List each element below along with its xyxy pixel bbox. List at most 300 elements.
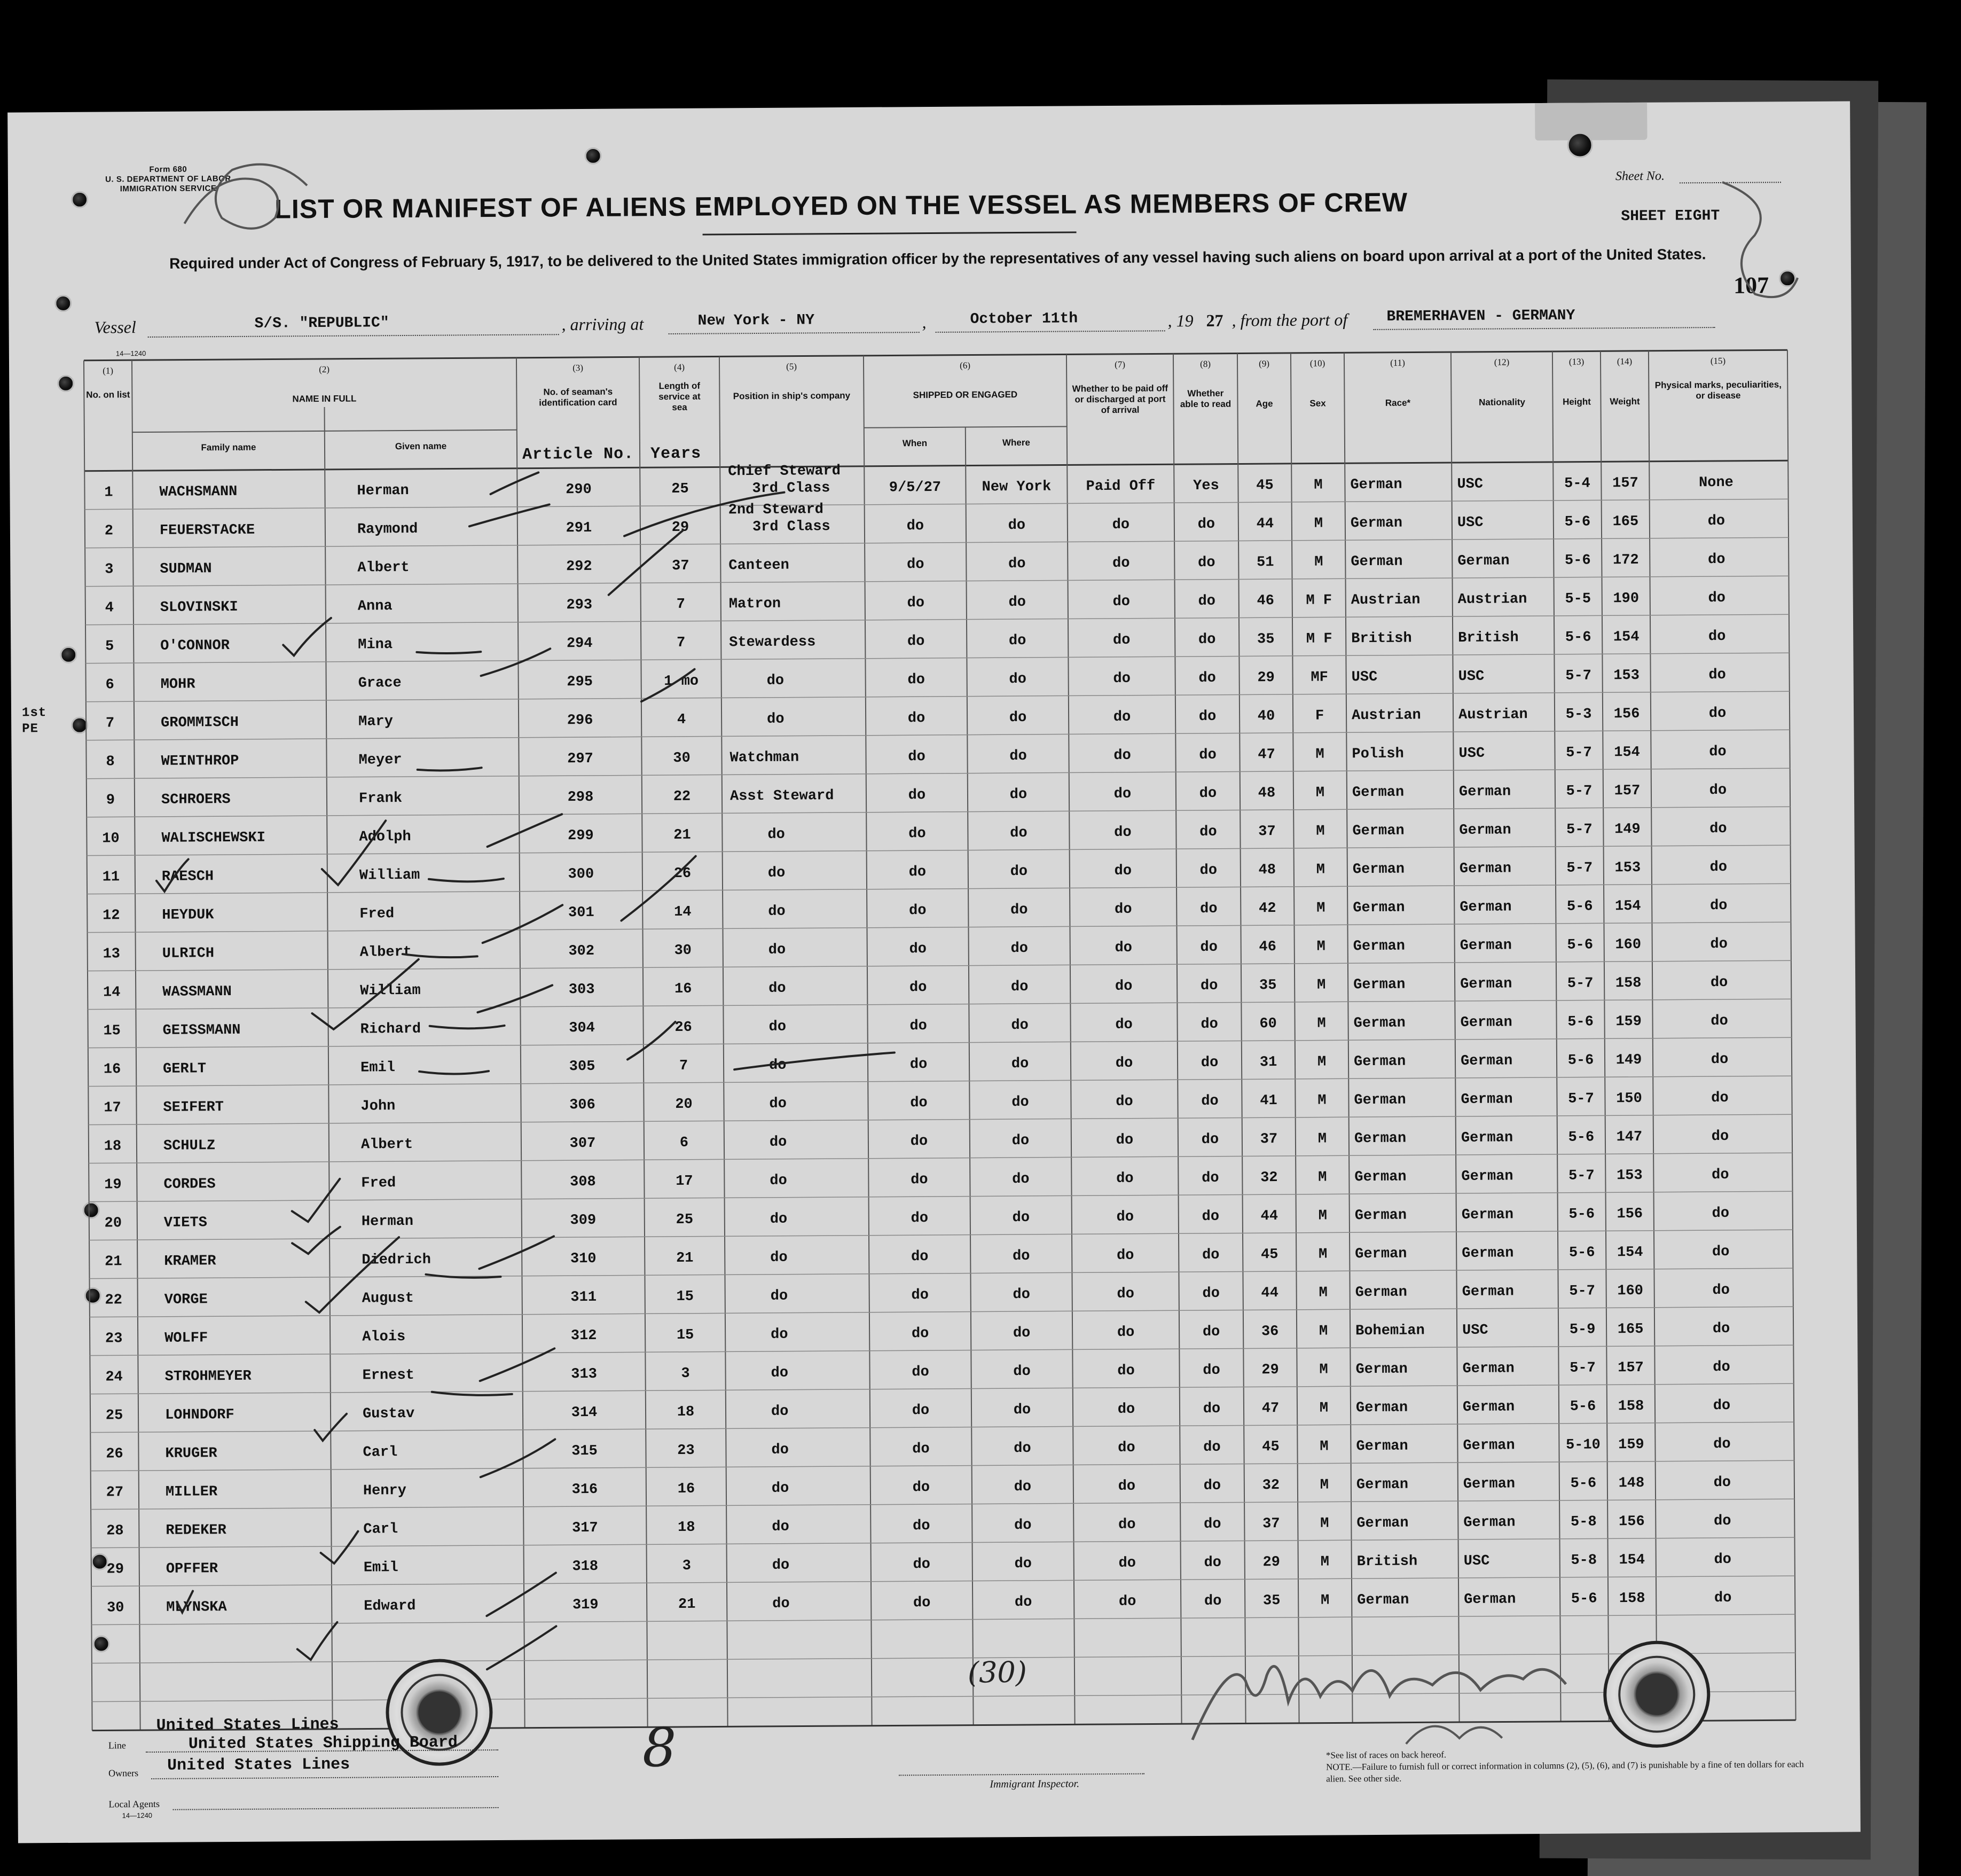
sex: M	[1317, 1092, 1327, 1109]
years-service: 21	[676, 1250, 694, 1267]
line-value-2: United States Shipping Board	[188, 1733, 458, 1754]
col-14-number: (14)	[1617, 356, 1633, 367]
owners-value: United States Lines	[167, 1755, 350, 1775]
nationality: German	[1461, 1091, 1513, 1108]
race: German	[1355, 1361, 1408, 1378]
shipped-where: do	[1014, 1440, 1031, 1457]
header-position: Position in ship's company	[733, 390, 851, 402]
year-prefix: , 19	[1167, 311, 1194, 331]
nationality: USC	[1462, 1322, 1488, 1339]
row-number: 8	[106, 754, 115, 770]
height: 5-6	[1568, 1245, 1595, 1261]
position: Asst Steward	[730, 788, 834, 805]
sex: M	[1316, 862, 1325, 878]
position: Stewardess	[729, 634, 816, 651]
paid-off: do	[1116, 1209, 1134, 1225]
age: 35	[1259, 978, 1277, 994]
row-number: 21	[104, 1254, 122, 1270]
shipped-where: do	[1011, 1056, 1029, 1073]
family-name: GROMMISCH	[161, 714, 239, 731]
shipped-where: do	[1012, 1209, 1030, 1226]
able-to-read: do	[1204, 1554, 1222, 1571]
paid-off: do	[1117, 1324, 1135, 1341]
row-number: 3	[105, 561, 114, 578]
race: German	[1350, 476, 1402, 494]
required-notice: Required under Act of Congress of February 5, 1917, to be delivered to the United States immigration officer by the representatives of any vessel having such aliens on board upon arrival at a port of the United States.	[169, 246, 1706, 272]
family-name: MLYNSKA	[166, 1599, 227, 1616]
race: German	[1356, 1476, 1409, 1494]
sex: M	[1316, 823, 1325, 840]
given-name: Fred	[359, 906, 395, 923]
race: German	[1352, 861, 1405, 878]
row-number: 24	[105, 1369, 123, 1386]
physical-marks: do	[1710, 974, 1728, 991]
nationality: German	[1458, 784, 1511, 800]
years-service: 26	[674, 1019, 692, 1036]
from-port-label: , from the port of	[1231, 310, 1348, 330]
given-name: Henry	[363, 1483, 407, 1499]
position: do	[766, 673, 785, 689]
shipped-when: do	[908, 787, 926, 804]
age: 29	[1261, 1362, 1279, 1379]
years-service: 25	[671, 481, 689, 497]
weight: 156	[1613, 706, 1640, 723]
physical-marks: do	[1708, 551, 1725, 568]
given-name: Richard	[360, 1021, 421, 1038]
id-card-number: 301	[568, 904, 594, 921]
id-card-number: 296	[567, 712, 593, 729]
height: 5-6	[1568, 1129, 1595, 1146]
row-number: 30	[106, 1600, 124, 1616]
position: do	[770, 1172, 787, 1189]
able-to-read: do	[1199, 901, 1218, 917]
id-card-number: 303	[568, 981, 595, 998]
able-to-read: do	[1204, 1593, 1222, 1609]
nationality: German	[1463, 1514, 1516, 1531]
comma: ,	[922, 312, 927, 332]
weight: 160	[1617, 1283, 1644, 1300]
paid-off: do	[1118, 1478, 1136, 1495]
year-suffix: 27	[1206, 310, 1223, 330]
sex: M	[1315, 746, 1324, 763]
age: 47	[1258, 747, 1275, 763]
id-card-number: 319	[572, 1597, 599, 1614]
weight: 158	[1618, 1398, 1644, 1415]
shipped-where: do	[1010, 825, 1027, 842]
weight: 153	[1613, 667, 1640, 684]
physical-marks: do	[1713, 1474, 1731, 1491]
id-card-number: 315	[571, 1443, 598, 1460]
age: 32	[1260, 1170, 1278, 1186]
physical-marks: do	[1708, 705, 1727, 722]
able-to-read: do	[1201, 1054, 1219, 1071]
header-given-name: Given name	[395, 441, 447, 452]
race: British	[1351, 630, 1412, 647]
height: 5-8	[1571, 1552, 1597, 1569]
years-service: 3	[681, 1365, 690, 1382]
given-name: William	[360, 982, 421, 999]
paid-off: do	[1117, 1401, 1135, 1418]
row-number: 9	[106, 792, 115, 809]
paid-off: do	[1112, 555, 1130, 572]
family-name: WOLFF	[164, 1330, 208, 1347]
family-name: RAESCH	[161, 869, 214, 885]
shipped-where: do	[1012, 1248, 1030, 1265]
id-card-number: 299	[568, 827, 594, 845]
physical-marks: do	[1709, 744, 1727, 761]
height: 5-10	[1565, 1437, 1601, 1453]
position: do	[767, 865, 786, 881]
years-service: 22	[673, 788, 691, 805]
family-name: LOHNDORF	[164, 1407, 234, 1424]
weight: 158	[1615, 975, 1642, 992]
physical-marks: do	[1711, 1051, 1729, 1068]
paid-off: do	[1114, 901, 1132, 918]
given-name: Anna	[357, 598, 393, 615]
height: 5-7	[1566, 860, 1593, 877]
row-number: 16	[103, 1061, 121, 1078]
height: 5-6	[1570, 1398, 1596, 1415]
able-to-read: do	[1204, 1516, 1221, 1533]
paid-off: do	[1117, 1363, 1135, 1379]
header-age: Age	[1256, 398, 1273, 409]
service: IMMIGRATION SERVICE	[120, 184, 217, 194]
years-service: 21	[673, 827, 691, 843]
shipped-where: do	[1012, 1171, 1030, 1188]
header-race: Race*	[1385, 397, 1411, 408]
physical-marks: do	[1713, 1359, 1730, 1376]
weight: 149	[1615, 1052, 1642, 1069]
header-where: Where	[1002, 437, 1030, 448]
race: German	[1354, 1207, 1407, 1224]
row-number: 10	[102, 831, 120, 847]
position: do	[771, 1480, 789, 1497]
id-card-number: 302	[568, 943, 595, 960]
paid-off: Paid Off	[1086, 478, 1156, 495]
nationality: Austrian	[1457, 591, 1527, 608]
race: German	[1353, 1015, 1406, 1032]
sex: MF	[1311, 669, 1328, 686]
row-number: 28	[106, 1523, 124, 1539]
position: Chief Steward	[728, 463, 841, 480]
age: 37	[1260, 1131, 1278, 1148]
height: 5-9	[1569, 1322, 1596, 1338]
id-card-number: 308	[569, 1174, 596, 1191]
race: USC	[1351, 669, 1378, 686]
race: German	[1356, 1438, 1408, 1455]
col-15-number: (15)	[1710, 355, 1726, 366]
height: 5-6	[1571, 1591, 1597, 1607]
physical-marks: do	[1708, 628, 1726, 645]
row-number: 12	[103, 908, 120, 924]
paid-off: do	[1115, 940, 1133, 956]
age: 45	[1262, 1439, 1280, 1456]
id-card-number: 292	[566, 558, 592, 575]
weight: 154	[1617, 1244, 1643, 1261]
given-name: Meyer	[358, 752, 402, 769]
row-number: 2	[104, 523, 114, 540]
shipped-when: do	[909, 903, 927, 919]
sex: M	[1317, 1054, 1327, 1070]
given-name: William	[359, 867, 420, 884]
physical-marks: do	[1712, 1320, 1730, 1338]
col-10-number: (10)	[1309, 358, 1325, 369]
inspector-label: Immigrant Inspector.	[990, 1778, 1080, 1791]
paid-off: do	[1112, 593, 1131, 610]
years-service: 25	[676, 1211, 694, 1228]
shipped-when: do	[911, 1172, 928, 1189]
row-number: 18	[104, 1138, 122, 1155]
shipped-when: do	[910, 1134, 928, 1150]
position: do	[772, 1519, 789, 1535]
sex: M	[1319, 1400, 1329, 1417]
able-to-read: do	[1199, 785, 1217, 802]
height: 5-4	[1564, 475, 1590, 492]
row-number: 5	[105, 638, 114, 655]
row-number: 13	[103, 946, 121, 963]
header-length-service: Length of service at sea	[658, 380, 701, 412]
able-to-read: do	[1202, 1247, 1220, 1263]
col-4-number: (4)	[674, 362, 685, 372]
height: 5-6	[1568, 1206, 1595, 1223]
id-card-number: 307	[569, 1135, 596, 1152]
paid-off: do	[1112, 517, 1130, 533]
years-service: 30	[674, 942, 692, 959]
handwritten-mark-right	[1690, 171, 1809, 310]
shipped-when: do	[912, 1480, 930, 1496]
shipped-when: do	[909, 980, 927, 996]
able-to-read: do	[1198, 670, 1216, 686]
position: Canteen	[728, 557, 789, 574]
years-service: 15	[676, 1327, 694, 1343]
shipped-where: do	[1010, 979, 1029, 996]
position: do	[769, 1096, 787, 1112]
nationality: German	[1459, 861, 1512, 877]
able-to-read: do	[1200, 939, 1218, 956]
able-to-read: do	[1203, 1439, 1221, 1456]
departure-port: BREMERHAVEN - GERMANY	[1386, 307, 1575, 325]
family-name: SCHULZ	[163, 1138, 216, 1154]
physical-marks: do	[1709, 897, 1728, 914]
id-card-number: 317	[571, 1520, 598, 1537]
id-card-number: 291	[566, 520, 592, 537]
row-number: 25	[105, 1408, 123, 1424]
shipped-where: do	[1013, 1286, 1030, 1303]
years-service: 21	[678, 1596, 696, 1613]
sex: M F	[1306, 631, 1332, 647]
able-to-read: do	[1199, 824, 1217, 840]
id-card-number: 300	[568, 866, 594, 883]
nationality: German	[1460, 937, 1512, 954]
family-name: SUDMAN	[160, 561, 212, 577]
bottom-form-code: 14—1240	[122, 1811, 153, 1820]
race: German	[1353, 938, 1406, 955]
position: do	[771, 1442, 789, 1458]
given-name: Herman	[357, 482, 409, 499]
family-name: SLOVINSKI	[160, 599, 238, 616]
sex: M	[1317, 1131, 1327, 1147]
paid-off: do	[1118, 1440, 1135, 1456]
sex: M	[1317, 1015, 1326, 1032]
col-9-number: (9)	[1259, 358, 1270, 369]
given-name: August	[362, 1290, 414, 1307]
paid-off: do	[1112, 632, 1131, 648]
age: 44	[1261, 1285, 1278, 1302]
shipped-when: do	[908, 826, 926, 842]
weight: 154	[1619, 1552, 1645, 1569]
years-service: 17	[676, 1173, 693, 1190]
years-service: 26	[673, 865, 692, 882]
position: do	[767, 711, 785, 728]
age: 46	[1259, 939, 1277, 956]
row-number: 29	[106, 1561, 124, 1578]
physical-marks: do	[1712, 1205, 1730, 1222]
physical-marks: do	[1714, 1513, 1731, 1530]
sex: M	[1318, 1208, 1327, 1224]
able-to-read: Yes	[1193, 478, 1219, 495]
age: 37	[1262, 1516, 1280, 1533]
nationality: USC	[1457, 476, 1484, 493]
physical-marks: do	[1712, 1244, 1730, 1261]
race: Bohemian	[1355, 1323, 1425, 1340]
age: 29	[1262, 1554, 1281, 1571]
position: do	[771, 1365, 789, 1381]
given-name: Emil	[360, 1060, 395, 1076]
position: do	[768, 1019, 787, 1035]
signature-mark	[1181, 1636, 1620, 1766]
header-no-on-list: No. on list	[86, 389, 130, 400]
handwritten-eight: 8	[642, 1716, 677, 1779]
weight: 158	[1619, 1590, 1645, 1607]
family-name: OPFFER	[166, 1561, 218, 1577]
family-name: VORGE	[164, 1292, 208, 1308]
paid-off: do	[1114, 824, 1132, 841]
able-to-read: do	[1203, 1362, 1220, 1379]
position-line-2: 3rd Class	[752, 480, 830, 497]
subheader-article-no: Article No.	[522, 445, 634, 464]
height: 5-7	[1566, 745, 1592, 761]
owners-label: Owners	[108, 1768, 139, 1779]
given-name: Carl	[363, 1521, 398, 1538]
shipped-when: do	[908, 749, 925, 765]
position: do	[767, 826, 785, 843]
row-number: 1	[104, 484, 113, 501]
row-number: 27	[106, 1484, 124, 1501]
years-service: 23	[677, 1442, 695, 1459]
height: 5-7	[1567, 975, 1594, 992]
height: 5-6	[1565, 629, 1591, 646]
shipped-where: do	[1008, 632, 1026, 650]
nationality: German	[1463, 1437, 1515, 1454]
physical-marks: do	[1712, 1282, 1730, 1299]
age: 36	[1261, 1324, 1279, 1340]
row-number: 23	[105, 1331, 123, 1347]
height: 5-7	[1568, 1091, 1594, 1107]
given-name: Mina	[358, 637, 393, 653]
paid-off: do	[1116, 1170, 1134, 1187]
race: German	[1354, 1092, 1406, 1109]
sex: M	[1319, 1285, 1328, 1301]
able-to-read: do	[1199, 862, 1218, 879]
years-service: 15	[676, 1288, 694, 1305]
able-to-read: do	[1203, 1478, 1221, 1494]
shipped-when: do	[912, 1403, 930, 1419]
row-number: 6	[105, 677, 114, 693]
height: 5-5	[1565, 591, 1591, 607]
physical-marks: do	[1708, 667, 1726, 684]
sex: M	[1318, 1169, 1327, 1186]
shipped-when: do	[911, 1287, 929, 1304]
col-5-number: (5)	[786, 361, 797, 372]
position: do	[771, 1403, 789, 1420]
header-height: Height	[1562, 396, 1591, 407]
handwritten-checkmarks	[7, 101, 1861, 1843]
id-card-number: 314	[571, 1404, 598, 1421]
sheet-value: SHEET EIGHT	[1621, 207, 1720, 225]
weight: 153	[1616, 1167, 1643, 1184]
weight: 154	[1613, 629, 1640, 646]
nationality: German	[1461, 1168, 1513, 1185]
shipped-where: do	[1008, 594, 1026, 611]
weight: 190	[1613, 590, 1640, 607]
nationality: German	[1460, 1014, 1512, 1031]
age: 37	[1258, 824, 1276, 840]
shipped-where: do	[1014, 1479, 1032, 1496]
years-service: 14	[674, 904, 692, 920]
height: 5-7	[1568, 1168, 1595, 1184]
physical-marks: do	[1711, 1128, 1729, 1145]
height: 5-6	[1567, 1052, 1594, 1069]
given-name: Gustav	[362, 1405, 415, 1422]
given-name: Alois	[362, 1329, 406, 1346]
shipped-when: do	[907, 557, 924, 573]
weight: 159	[1618, 1436, 1644, 1453]
given-name: Emil	[363, 1560, 398, 1576]
physical-marks: do	[1709, 820, 1727, 838]
race: Austrian	[1351, 707, 1421, 724]
id-card-number: 310	[570, 1250, 597, 1268]
position: do	[770, 1249, 788, 1266]
years-service: 7	[679, 1058, 688, 1074]
weight: 157	[1612, 475, 1638, 492]
family-name: WASSMANN	[162, 984, 232, 1000]
given-name: Frank	[358, 791, 403, 807]
age: 32	[1262, 1478, 1280, 1494]
shipped-where: do	[1009, 786, 1027, 803]
shipped-where: do	[1008, 556, 1026, 573]
height: 5-6	[1564, 552, 1591, 569]
shipped-where: do	[1013, 1402, 1031, 1419]
able-to-read: do	[1201, 1093, 1219, 1109]
row-number: 19	[104, 1177, 122, 1193]
shipped-when: do	[911, 1210, 929, 1227]
weight: 154	[1614, 898, 1641, 915]
shipped-when: do	[911, 1326, 929, 1342]
shipped-where: New York	[982, 479, 1052, 496]
able-to-read: do	[1202, 1170, 1219, 1186]
sex: M	[1319, 1323, 1328, 1340]
shipped-where: do	[1013, 1363, 1031, 1380]
id-card-number: 293	[566, 597, 593, 614]
weight: 149	[1614, 821, 1641, 838]
shipped-where: do	[1010, 940, 1029, 957]
id-card-number: 290	[566, 481, 592, 498]
weight: 160	[1615, 936, 1642, 953]
family-name: MOHR	[160, 676, 195, 693]
paid-off: do	[1115, 1017, 1133, 1033]
id-card-number: 304	[569, 1020, 595, 1037]
years-service: 20	[675, 1096, 693, 1113]
